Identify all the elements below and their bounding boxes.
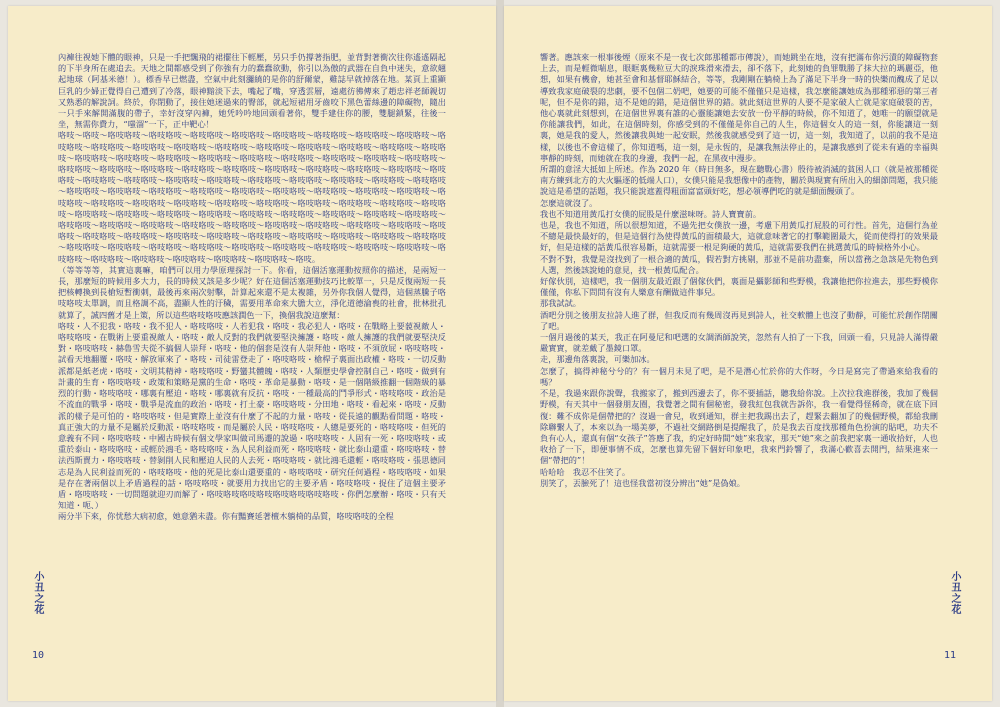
paragraph: 咯吱～咯吱～咯吱咯吱～咯吱咯吱～咯吱咯吱～咯吱咯吱～咯吱咯吱～咯吱咯吱～咯吱咯吱～咯吱咯吱～咯吱咯吱～咯吱咯吱～咯吱咯吱～咯吱咯吱～咯吱咯吱～咯吱咯吱～咯吱咯吱～咯吱咯吱～咯吱咯吱～咯吱咯吱～咯吱咯吱～咯吱咯吱～咯吱咯吱～咯吱咯吱～咯吱咯吱～咯吱咯吱～咯吱咯吱～咯吱咯吱～咯吱咯吱～咯吱咯吱～咯吱咯吱～咯吱咯吱～咯吱咯吱～咯吱咯吱～咯吱咯吱～咯吱咯吱～咯吱咯吱～咯吱咯吱～咯吱咯吱～咯吱咯吱～咯吱咯吱～咯吱咯吱～咯吱咯吱～咯吱咯吱～咯吱咯吱～咯吱咯吱～咯吱咯吱～咯吱咯吱～咯吱咯吱～咯吱咯吱～咯吱咯吱～咯吱咯吱～咯吱咯吱～咯吱咯吱～咯吱咯吱～咯吱咯吱～咯吱咯吱～咯吱咯吱～咯吱咯吱～咯吱咯吱～咯吱咯吱～咯吱咯吱～咯吱咯吱～咯吱咯吱～咯吱咯吱～咯吱咯吱～咯吱咯吱～咯吱咯吱～咯吱咯吱～咯吱咯吱～咯吱咯吱～咯吱咯吱～咯吱咯吱～咯吱咯吱～咯吱咯吱～咯吱咯吱～咯吱咯吱～咯吱咯吱～咯吱咯吱～咯吱咯吱～咯吱咯吱～咯吱咯吱～咯吱咯吱～咯吱咯吱～咯吱咯吱～咯吱咯吱～咯吱咯吱～咯吱咯吱～咯吱咯吱～咯吱咯吱～咯吱咯吱～咯吱咯吱～咯吱咯吱～咯吱咯吱～咯吱咯吱～咯吱咯吱～咯吱咯吱～咯吱咯吱～咯吱咯吱～咯吱咯吱～咯吱咯吱～咯吱咯吱～咯吱咯吱～咯吱咯吱～咯吱咯吱～咯吱咯吱～咯吱咯吱～咯吱咯吱～咯吱咯吱～咯吱咯吱～咯吱。 — [58, 130, 446, 264]
paragraph: 哈哈哈 我忍不住笑了。 — [540, 466, 631, 477]
paragraph: （等等等等，其實這裏嘛，咱們可以用力學原理探討一下。你看，這個活塞運動按照你的描述，是兩短一長，那麼短的時候用多大力，長的時候又該是多少呢？好在這個活塞運動技巧比較單一，只是反復兩短一長把核轉換到長槍短暫衝刺，最後再來兩次射擊，計算起來還不是太複雜，另外你我個人覺得，這個蒸騰子咯吱咯吱太單調，而且格調不高，盡顯人性的汙穢，需要用革命來大膽大立，淨化道德淪喪的社會，批林批孔就算了，誠四舊才是上策，所以這些咯吱咯吱應該潤色一下，換個我說這麼幫： — [58, 264, 446, 320]
running-title: 小丑之花 — [949, 571, 960, 615]
paragraph: 也是，我也不知道，所以很想知道，不過先把女僕放一邊，考慮下用黃瓜打屁股的可行性。首先，這個行為並不總是最快最好的，但是這個行為使得黃瓜的面積最大，這就意味著它的打擊範圍最大，從而使得打的效果最好，但是這樣的話黃瓜很容易斷，這就需要一根足夠硬的黃瓜，這就需要我們在挑選黃瓜的時候格外小心。 — [540, 220, 938, 253]
paragraph: 咯吱・人不犯我・咯吱・我不犯人・咯吱咯吱・人若犯我・咯吱・我必犯人・咯吱・在戰略上要藐視敵人・咯吱咯吱・在戰術上要重視敵人・咯吱・敵人反對的我們就要堅決擁護・咯吱・敵人擁護的我們就要堅決反對・咯吱咯吱・赫魯雪夫從不搞個人崇拜・咯吱・他的個套是沒有人崇拜他・咯吱・不須放屁・咯吱咯吱・試看天地翻覆・咯吱・解放軍來了・咯吱・司徒雷登走了・咯吱咯吱・槍桿子裏面出政權・咯吱・一切反動派都是紙老虎・咯吱・文明其精神・咯吱咯吱・野蠻其體魄・咯吱・人類歷史學會控制自己・咯吱・做到有計畫的生育・咯吱咯吱・政策和策略是黨的生命・咯吱・革命是暴動・咯吱・是一個階級推翻一個階級的暴烈的行動・咯吱咯吱・哪裏有壓迫・咯吱・哪裏就有反抗・咯吱・一種最高的鬥爭形式・咯吱咯吱・政治是不流血的戰爭・咯吱・戰爭是流血的政治・咯吱・打土豪・咯吱咯吱・分田地・咯吱・看起來・咯吱・反動派的樣子是可怕的・咯吱咯吱・但是實際上並沒有什麼了不起的力量・咯吱・從長遠的觀點看問題・咯吱・真正強大的力量不是屬於反動派・咯吱咯吱・而是屬於人民・咯吱咯吱・人總是要死的・咯吱咯吱・但死的意義有不同・咯吱咯吱・中國古時候有個文學家叫做司馬遷的說過・咯吱咯吱・人固有一死・咯吱咯吱・或重於泰山・咯吱咯吱・或輕於鴻毛・咯吱咯吱・為人民利益而死・咯吱咯吱・就比泰山還重・咯吱咯吱・替法西斯賣力・咯吱咯吱・替剝削人民和壓迫人民的人去死・咯吱咯吱・就比鴻毛還輕・咯吱咯吱・張思德同志是為人民利益而死的・咯吱咯吱・他的死是比泰山還要重的・咯吱咯吱・研究任何過程・咯吱咯吱・如果是存在著兩個以上矛盾過程的話・咯吱咯吱・就要用力找出它的主要矛盾・咯吱咯吱・捉住了這個主要矛盾・咯吱咯吱・一切問題就迎刃而解了・咯吱咯吱咯吱咯吱咯吱咯吱咯吱咯吱・你們怎麼辦・咯吱・只有天知道・呃、） — [58, 320, 446, 511]
paragraph: 不對不對，我覺是沒找到了一根合適的黃瓜，假若對方挑剔，那並不是前功盡棄，所以當務之急該是先物色到人選，然後該說她的意見，找一根黃瓜配合。 — [540, 253, 938, 275]
running-title: 小丑之花 — [32, 571, 43, 615]
right-page-body — [540, 52, 938, 621]
paragraph: 那我試試。 — [540, 298, 581, 309]
paragraph: 兩分半下來，你忧愁大病初愈，她意猶未盡。你有豔賽延著檀木躺椅的品質，咯吱咯吱的全程 — [58, 511, 394, 522]
left-page — [8, 6, 496, 701]
paragraph: 所謂的意淫大抵如上所述。作為 2020 年（時日無多，現在聽戰心書）殷待被消滅的貧困人口（就是被那種從南方練到北方的大火驅逐的低端人口），女僕只能是我想像中的產物，關於與現實有所出入的細節問題，我只能說這是希望的話題，我只能說遮蓋得粗面富富頭好吃，想必領導們吃的就是細面饅頭了。 — [540, 164, 938, 197]
page-number: 10 — [32, 650, 45, 661]
paragraph: 走，那邊角落裏說，可樂加冰。 — [540, 354, 655, 365]
paragraph: 別笑了，丟臉死了！這也怪我當初沒分辨出“她”是偽娘。 — [540, 477, 745, 488]
paragraph: 好傢伙別，這樣吧，我一個朋友最近跟了個傢伙們，裏面是攝影師和些野模，我讓他把你拉進去，那些野模你僅僅，你私下問問有沒有人樂意有酬做這件事兒。 — [540, 276, 938, 298]
right-page — [504, 6, 992, 701]
paragraph: 我也不知道用黃瓜打女僕的屁股是什麼滋味呀。詩人寶寶前。 — [540, 208, 762, 219]
left-page-body — [58, 52, 446, 621]
book-gutter — [496, 0, 504, 707]
paragraph: 一個月過後的某天，我正在阿曼尼和吧選的女調酒師說笑，忽然有人拍了一下我，回頭一看，只見詩人滿得嚴嚴實實，就差戴了墨鏡口罩。 — [540, 332, 938, 354]
paragraph: 怎麼這就沒了。 — [540, 197, 598, 208]
paragraph: 不是，我過來跟你說聲，我搬家了，搬到西邊去了，你不要插話，聽我給你說。上次拉我進群後，我加了幾個野模，有天其中一個發朋友圈，我覺著之間有個秘密，發我紅包我就告訴你，我一看覺得怪稀奇，就在底下回復：難不成你是個帶把的？沒過一會兒，收到通知，群主把我踢出去了，趕緊去翻加了的幾個野模，都給我刪除聯繫人了，本來以為一場美夢，不過社交網路倒是提醒我了，於是我去百度找那種角色扮演的貼吧，功夫不負有心人，還真有個“女孩子”答應了我，約定好時間“她”來我家，那天“她”來之前我把家裏一通收拾好，人也收拾了一下，即便事情不成，怎麼也算先留下個好印象吧，我來門鈴響了，我滿心歡喜去開門，結果進來一個“帶把的”！ — [540, 388, 938, 466]
paragraph: 怎麼了，搞得神秘兮兮的？有一個月未見了吧，是不是潛心忙於你的大作呀，今日是寫完了帶過來給我看的嗎？ — [540, 365, 938, 387]
paragraph: 內褲往視她下體的眼神，只是一手把飄飛的裙擺往下輕壓，另只手仍撐著指肥，並背對著衝次往你遙遙隔起的下半身所在處追去。天地之間都感受到了你強有力的蠢蠢欲動，你引以為傲的武器在自負中迷失，意欲翹起地球（阿基米德！）。標香早已燃盡，空氣中此刻瀰繞的是你的舒爾蒙，雞誌早就掉落在地。某頁上重顯巨乳的少婦正覺得自己遭到了冷落，眼神黯淡下去，嘴起了嘴，穿透雲層，遠處彷彿傳來了趙忠祥老師親切又熟悉的解說詞。終於，你閉動了，接住她迷過來的臀部，就起短裙用牙齒咬下黑色蕾絲邊的障礙物，隨出一只手來解開滿腹的帶子，幸好沒穿內褲，她凭吟吟地回頭看著你，雙手建住你的腰，雙腿鎖緊，往後一坐，無需你費力，“嗤溜”一下，正中靶心！ — [58, 52, 446, 130]
paragraph: 響著。應該來一根事後煙（原來不是一夜七次郎那種都市傳說），而她跳坐在地，沒有把滿布你污漬的障礙物套上去，而是輕微喘息，眼眶裏幾粒豆大的淚珠滑來滑去，卻不落下，此刻她的負罪戰勝了抹大拉的瑪麗亞，他想，如果有機會，她甚至會和基督耶穌結合，等等，我剛剛在躺椅上為了滿足下半身一時的快樂而醜成了足以導致我家庭破裂的悲劇，要不包個二奶吧，她要的可能不僅僅只是這樣，我怎麼能讓她成為那種邪惡的第三者呢，但不是你的錯，這不是她的錯，是這個世界的錯。就此刻這世界的人要不是家破人亡就是家庭破裂的苦，他心裏就此刻想到，在這個世界裏有誰的心靈能讓她去安放一份平靜的時候，你不知道了，她唯一的願望就是你能讓我們，如此，在這個時刻，你感受到的不僅僅是你自己的人生，你這個女人的這一刻，你能讓這一刻裏，她是我的愛人，然後讓我與她一起安眠，然後我就感受到了這一切，這一刻，我知道了，以前的我不是這樣，以後也不會這樣了，你知道嗎，這一刻，是永恆的，是讓我無法停止的，是讓我感到了從未有過的幸福與寧靜的時刻，而她就在我的身邊，我們一起，在黑夜中漫步。 — [540, 52, 938, 163]
paragraph: 酒吧分別之後朋友拉詩人進了群，但我反而有幾周沒再見到詩人，社交軟體上也沒了動靜，可能忙於創作閉關了吧。 — [540, 309, 938, 331]
page-number: 11 — [943, 650, 956, 661]
